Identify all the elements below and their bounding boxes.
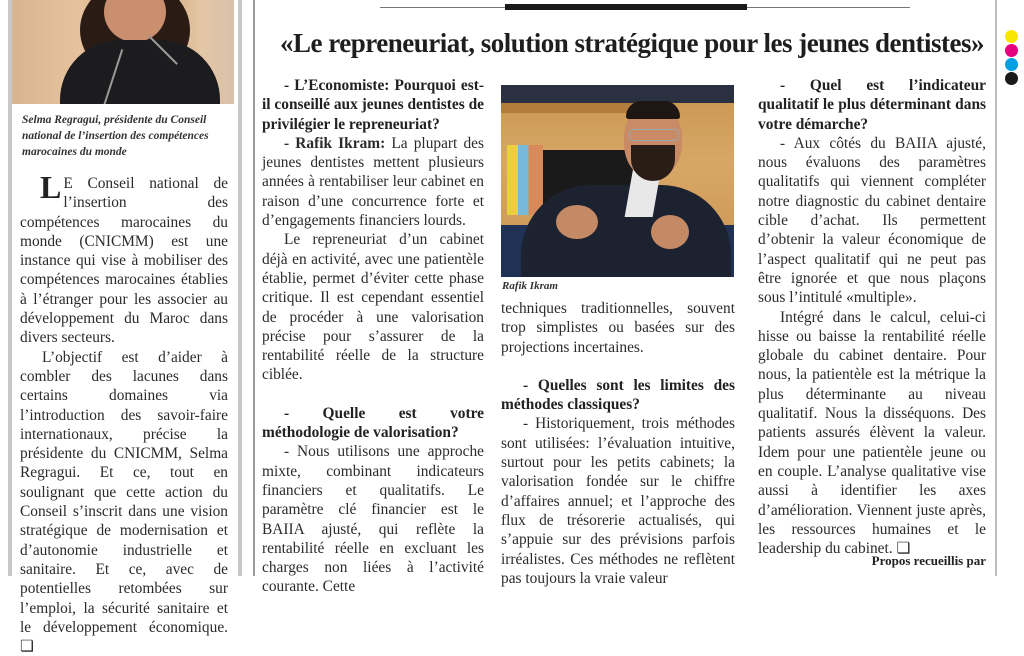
dropcap: L	[40, 169, 62, 205]
magenta-dot-icon	[1005, 44, 1018, 57]
portrait-photo-rafik-ikram	[501, 85, 734, 277]
yellow-dot-icon	[1005, 30, 1018, 43]
header-rule-thick	[505, 4, 747, 10]
interview-question: - L’Economiste: Pourquoi est-il conseillé aux jeunes dentistes de privilégier le repreneuriat?	[262, 77, 484, 133]
photo-caption-right: Rafik Ikram	[502, 280, 558, 292]
byline: Propos recueillis par	[871, 553, 986, 568]
photo-caption-left: Selma Regragui, présidente du Conseil national de l’insertion des compétences marocaines du monde	[22, 114, 209, 158]
cyan-dot-icon	[1005, 58, 1018, 71]
article-paragraph: Le repreneuriat d’un cabinet déjà en activité, avec une patientèle établie, permet d’éviter cette phase critique. Il est cependant essentiel de procéder à une valorisation précise pour s’assurer de la rentabilité réelle de la structure ciblée.	[262, 231, 484, 384]
interview-question: - Quelles sont les limites des méthodes classiques?	[501, 376, 735, 414]
article-paragraph: techniques traditionnelles, souvent trop simplistes ou basées sur des projections incertaines.	[501, 300, 735, 356]
article-paragraph: - Aux côtés du BAIIA ajusté, nous évaluons des paramètres qualitatifs qui viennent compléter notre diagnostic du cabinet dentaire cible d’achat. Ils permettent d’obtenir la valeur économique de l’aspect qualitatif qui ne peut pas être ignorée et que nous plaçons sous l’intitulé «multiple».	[758, 134, 986, 307]
article-paragraph: Intégré dans le calcul, celui-ci hisse ou baisse la rentabilité réelle globale du cabinet dentaire. Pour nous, la patientèle est la métrique la plus déterminante au niveau qualitatif. Nous la disséquons. Des patients assurés élèvent la valeur. Idem pour une patientèle jeune ou en couple. L’analyse qualitative vise aussi à identifier les axes d’amélioration. Viennent juste après, les ressources humaines et le leadership du cabinet. ❏	[758, 308, 986, 558]
sidebar-box	[0, 0, 240, 656]
interview-answer: - Rafik Ikram: La plupart des jeunes dentistes mettent plusieurs années à rentabiliser leur cabinet en raison d’une concurrence forte et d’engagements financiers lourds.	[262, 134, 484, 230]
interview-question: - Quel est l’indicateur qualitatif le plus déterminant dans votre démarche?	[758, 77, 986, 133]
article-column-2	[501, 299, 735, 588]
article-paragraph: - Historiquement, trois méthodes sont utilisées: l’évaluation intuitive, surtout pour les petits cabinets; la valorisation fondée sur le chiffre d’affaires annuel; et l’approche des flux de trésorerie actualisés, qui s’appuie sur des prévisions parfois irréalistes. Ces méthodes ne reflètent pas toujours la vraie valeur	[501, 415, 735, 587]
sidebar-paragraph: L E Conseil national de l’insertion des compétences marocaines du monde (CNICMM) est une instance qui vise à mobiliser des compétences marocaines établies à l’étranger pour les associer au développement du Maroc dans divers secteurs.	[20, 169, 228, 347]
black-dot-icon	[1005, 72, 1018, 85]
article-headline: «Le repreneuriat, solution stratégique pour les jeunes dentistes»	[280, 28, 984, 58]
cmyk-registration-marks	[1005, 30, 1019, 86]
interview-question: - Quelle est votre méthodologie de valorisation?	[262, 404, 484, 442]
article-column-1	[262, 76, 484, 597]
sidebar-paragraph: L’objectif est d’aider à combler des lacunes dans certains domaines via l’introduction des savoir-faire internationaux, précise la présidente du CNICMM, Selma Regragui. Et ce, tout en soulignant que cette action du Conseil s’inscrit dans une vision stratégique de modernisation et d’autonomie industrielle et sanitaire. Et ce, avec de potentielles retombées sur l’emploi, la sécurité sanitaire et le développement économique. ❏	[20, 348, 228, 656]
article-column-3	[758, 76, 986, 558]
portrait-photo-selma-regragui	[12, 0, 234, 104]
speaker-label: - Rafik Ikram:	[284, 134, 386, 152]
column-divider	[253, 0, 255, 576]
page-edge-divider	[995, 0, 997, 576]
article-paragraph: - Nous utilisons une approche mixte, combinant indicateurs financiers et qualitatifs. Le paramètre clé financier est le BAIIA ajusté, qui reflète la rentabilité réelle en excluant les charges non liées à l’activité courante. Cette	[262, 443, 484, 596]
sidebar-body	[20, 169, 228, 656]
